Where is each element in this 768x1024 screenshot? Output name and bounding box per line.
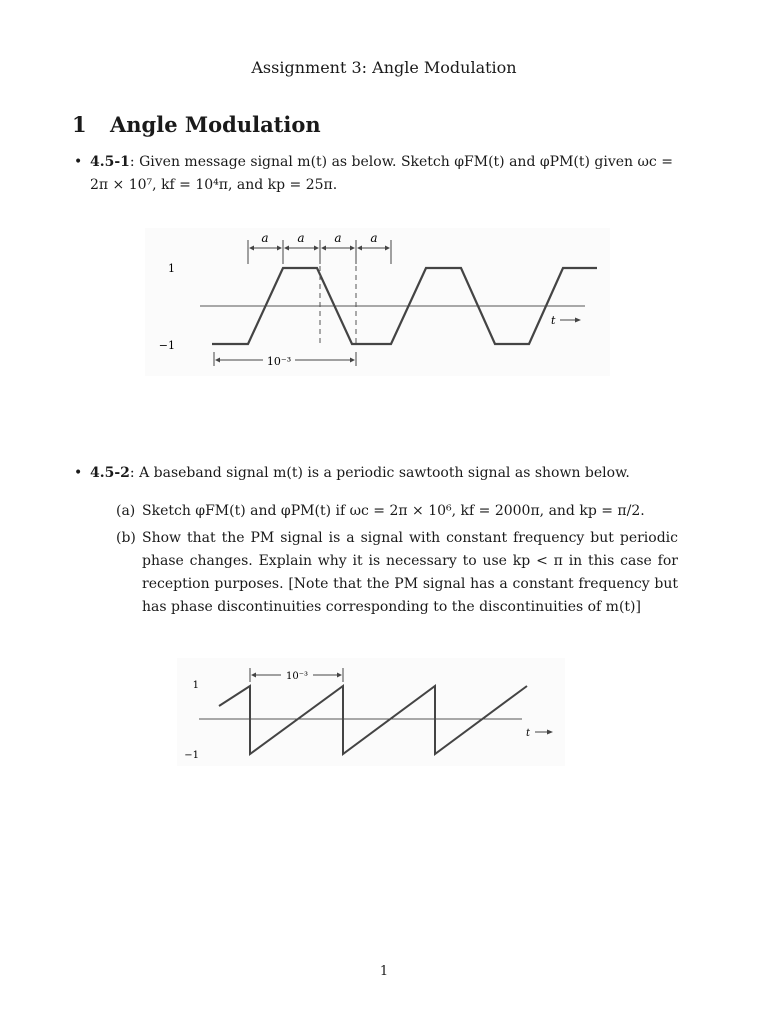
axis-label-t: t <box>526 728 531 739</box>
section-number: 1 <box>72 112 87 137</box>
spacing-label: a <box>297 231 305 245</box>
problem-4-5-2: • 4.5-2: A baseband signal m(t) is a periodic sawtooth signal as shown below. <box>90 462 680 485</box>
part-text: Sketch φFM(t) and φPM(t) if ωc = 2π × 10⁶, kf = 2000π, and kp = π/2. <box>142 503 645 519</box>
problem-text: A baseband signal m(t) is a periodic sawtooth signal as shown below. <box>139 465 630 481</box>
y-label-top: 1 <box>168 262 175 275</box>
period-label: 10⁻³ <box>266 355 292 368</box>
part-label: (a) <box>116 503 136 519</box>
y-label-top: 1 <box>192 680 199 691</box>
part-b <box>116 527 678 619</box>
problem-text-line1: Given message signal m(t) as below. Sketch φFM(t) and φPM(t) given ωc = <box>139 154 673 170</box>
spacing-label: a <box>370 231 378 245</box>
document-title: Assignment 3: Angle Modulation <box>251 58 517 77</box>
page-number: 1 <box>379 964 389 979</box>
period-label: 10⁻³ <box>285 671 309 682</box>
part-a <box>116 500 678 523</box>
section-title: Angle Modulation <box>110 112 321 137</box>
y-label-bottom: −1 <box>158 339 175 352</box>
problem-id: 4.5-2 <box>90 465 130 481</box>
spacing-label: a <box>261 231 269 245</box>
section-heading <box>72 112 321 137</box>
part-label: (b) <box>116 530 136 546</box>
bullet-icon: • <box>74 154 83 170</box>
spacing-label: a <box>334 231 342 245</box>
axis-label-t: t <box>551 314 556 327</box>
bullet-icon: • <box>74 465 83 481</box>
sawtooth-signal-figure <box>177 658 565 766</box>
problem-4-5-1: • 4.5-1: Given message signal m(t) as below. Sketch φFM(t) and φPM(t) given ωc = 2π × 10⁷, kf = 10⁴π, and kp = 25π. <box>90 151 680 197</box>
part-text: Show that the PM signal is a signal with constant frequency but periodic phase changes. Explain why it is necessary to use kp < π in this case for reception purposes. [Note that the PM signal has a constant frequency but has phase discontinuities corresponding to the discontinuities of m(t)] <box>142 530 678 615</box>
problem-text-line2: 2π × 10⁷, kf = 10⁴π, and kp = 25π. <box>90 177 338 193</box>
trapezoid-signal-figure <box>145 228 610 376</box>
y-label-bottom: −1 <box>184 750 199 761</box>
problem-id: 4.5-1 <box>90 154 130 170</box>
